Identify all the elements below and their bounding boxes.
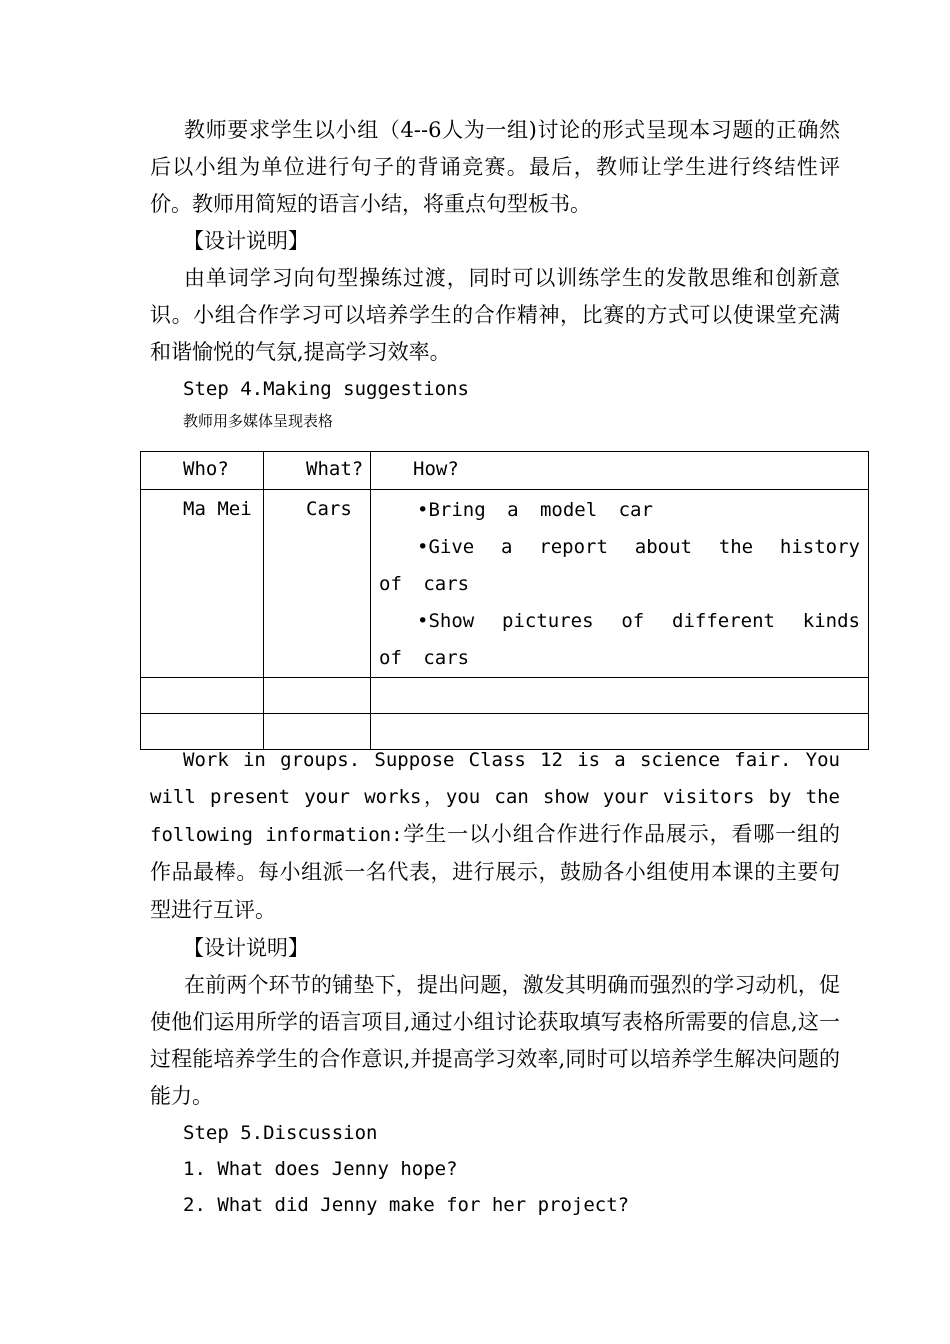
table-header-row xyxy=(141,452,869,490)
paragraph-group-work xyxy=(150,742,840,930)
cell-who: Ma Mei xyxy=(141,490,264,678)
document-body xyxy=(150,112,840,435)
design-notes-heading: 【设计说明】 xyxy=(183,229,309,253)
how-item: •Give a report about the history of cars xyxy=(379,536,860,595)
paragraph-teacher-instructions: 教师要求学生以小组（4--6人为一组)讨论的形式呈现本习题的正确然后以小组为单位进行句子的背诵竞赛。最后，教师让学生进行终结性评价。教师用简短的语言小结，将重点句型板书。 xyxy=(150,118,840,216)
cell-what: Cars xyxy=(264,490,371,678)
document-body-continued xyxy=(150,742,840,1223)
how-item: •Bring a model car xyxy=(417,499,653,521)
header-what: What? xyxy=(264,452,371,490)
cell-how xyxy=(371,490,869,678)
paragraph-design-notes: 在前两个环节的铺垫下，提出问题，激发其明确而强烈的学习动机，促使他们运用所学的语言项目,通过小组讨论获取填写表格所需要的信息,这一过程能培养学生的合作意识,并提高学习效率,同时可以培养学生解决问题的能力。 xyxy=(150,973,840,1108)
table-row xyxy=(141,490,869,678)
group-work-english: Work in groups. Suppose Class 12 is a science fair. You will present your works，you can show your visitors by the following information: xyxy=(150,749,840,846)
how-item: •Show pictures of different kinds of cars xyxy=(379,610,860,669)
header-who: Who? xyxy=(141,452,264,490)
table-caption: 教师用多媒体呈现表格 xyxy=(183,412,334,430)
table-row-empty xyxy=(141,678,869,714)
paragraph-design-notes: 由单词学习向句型操练过渡，同时可以训练学生的发散思维和创新意识。小组合作学习可以培养学生的合作精神，比赛的方式可以使课堂充满和谐愉悦的气氛,提高学习效率。 xyxy=(150,266,840,364)
header-how: How? xyxy=(371,452,869,490)
group-work-chinese: 学生一以小组合作进行作品展示，看哪一组的作品最棒。每小组派一名代表，进行展示，鼓励各小组使用本课的主要句型进行互评。 xyxy=(150,822,840,922)
step-5-title: Step 5.Discussion xyxy=(183,1122,378,1144)
step-4-title: Step 4.Making suggestions xyxy=(183,378,469,400)
discussion-question: 2. What did Jenny make for her project? xyxy=(183,1194,630,1216)
design-notes-heading: 【设计说明】 xyxy=(183,936,309,960)
suggestions-table xyxy=(140,451,869,750)
discussion-question: 1. What does Jenny hope? xyxy=(183,1158,458,1180)
